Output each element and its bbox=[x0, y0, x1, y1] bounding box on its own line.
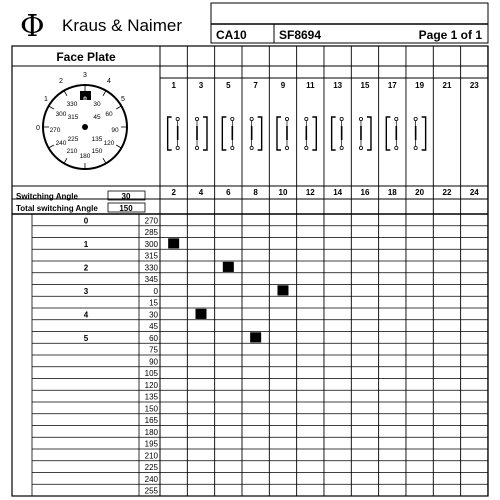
dial-position-number: 0 bbox=[36, 125, 40, 132]
contact-number-top: 19 bbox=[415, 81, 425, 90]
switching-angle-box bbox=[16, 191, 145, 213]
angle-label: 165 bbox=[144, 416, 158, 426]
dial-angle-label: 225 bbox=[67, 136, 79, 143]
angle-label: 240 bbox=[144, 474, 158, 484]
brand-name: Kraus & Naimer bbox=[62, 16, 182, 35]
dial-angle-label: 270 bbox=[49, 127, 61, 134]
angle-label: 135 bbox=[144, 392, 158, 402]
contact-number-top: 13 bbox=[333, 81, 343, 90]
contact-number-top: 15 bbox=[360, 81, 370, 90]
contact-number-top: 17 bbox=[387, 81, 397, 90]
position-label: 5 bbox=[83, 333, 89, 343]
contact-number-bottom: 24 bbox=[469, 188, 479, 197]
contact-number-top: 3 bbox=[198, 81, 204, 90]
dial-position-number: 2 bbox=[59, 78, 63, 85]
contact-number-top: 7 bbox=[253, 81, 258, 90]
closed-contact-mark bbox=[250, 332, 261, 342]
dial-position-number: 3 bbox=[83, 72, 87, 79]
dial-angle-label: 60 bbox=[105, 111, 113, 118]
switching-angle-label: Switching Angle bbox=[16, 192, 78, 201]
contact-symbol bbox=[195, 117, 207, 150]
contact-symbol bbox=[277, 117, 289, 150]
dial-angle-label: 0 bbox=[83, 96, 87, 103]
angle-label: 15 bbox=[149, 298, 158, 308]
position-label: 4 bbox=[83, 310, 89, 320]
closed-contact-mark bbox=[223, 262, 234, 272]
contact-number-bottom: 18 bbox=[387, 188, 397, 197]
closed-contact-marks bbox=[168, 238, 288, 342]
contact-number-bottom: 2 bbox=[171, 188, 176, 197]
dial-angle-label: 120 bbox=[103, 140, 115, 147]
contact-symbol bbox=[222, 117, 234, 150]
contact-number-top: 9 bbox=[280, 81, 286, 90]
contact-symbol bbox=[305, 117, 317, 150]
contact-number-top: 1 bbox=[171, 81, 176, 90]
angle-label: 45 bbox=[149, 322, 158, 332]
position-label: 2 bbox=[83, 263, 89, 273]
dial-position-number: 5 bbox=[121, 96, 125, 103]
dial-angle-label: 210 bbox=[66, 148, 78, 155]
dial-position-number: 4 bbox=[107, 78, 111, 85]
header bbox=[20, 3, 488, 44]
contact-number-bottom: 12 bbox=[305, 188, 315, 197]
dial-angle-label: 315 bbox=[67, 114, 79, 121]
face-plate-dial bbox=[36, 72, 127, 169]
contact-number-bottom: 4 bbox=[198, 188, 204, 197]
contact-number-top: 5 bbox=[226, 81, 231, 90]
angle-label: 75 bbox=[149, 345, 158, 355]
brand-logo-symbol: Φ bbox=[20, 9, 45, 44]
dial-angle-label: 30 bbox=[93, 101, 101, 108]
closed-contact-mark bbox=[168, 238, 179, 248]
dial-center bbox=[82, 124, 88, 130]
page-indicator: Page 1 of 1 bbox=[418, 28, 482, 42]
drawing-number: SF8694 bbox=[279, 28, 322, 42]
dial-angle-label: 180 bbox=[79, 153, 91, 160]
dial-angle-label: 45 bbox=[93, 114, 101, 121]
angle-label: 105 bbox=[144, 369, 158, 379]
dial-angle-label: 300 bbox=[55, 111, 67, 118]
angle-label: 210 bbox=[144, 451, 158, 461]
position-label: 0 bbox=[83, 216, 89, 226]
contact-number-bottom: 8 bbox=[253, 188, 258, 197]
position-label: 1 bbox=[83, 239, 89, 249]
closed-contact-mark bbox=[195, 309, 206, 319]
angle-label: 315 bbox=[144, 251, 158, 261]
angle-label: 90 bbox=[149, 357, 158, 367]
angle-label: 330 bbox=[144, 263, 158, 273]
contact-number-bottom: 14 bbox=[333, 188, 343, 197]
dial-angle-label: 90 bbox=[111, 127, 119, 134]
angle-label: 60 bbox=[149, 333, 158, 343]
contact-number-bottom: 6 bbox=[226, 188, 231, 197]
angle-label: 345 bbox=[144, 275, 158, 285]
contact-symbol bbox=[414, 117, 426, 150]
angle-label: 300 bbox=[144, 239, 158, 249]
dial-position-number: 1 bbox=[44, 96, 48, 103]
contact-symbol bbox=[250, 117, 262, 150]
contact-number-bottom: 20 bbox=[415, 188, 425, 197]
angle-label: 180 bbox=[144, 427, 158, 437]
angle-label: 195 bbox=[144, 439, 158, 449]
closed-contact-mark bbox=[277, 285, 288, 295]
contact-symbol bbox=[168, 117, 180, 150]
contact-number-bottom: 10 bbox=[278, 188, 288, 197]
contact-number-top: 23 bbox=[469, 81, 479, 90]
dial-angle-label: 135 bbox=[91, 136, 103, 143]
dial-angle-label: 150 bbox=[91, 148, 103, 155]
angle-label: 150 bbox=[144, 404, 158, 414]
face-plate-title: Face Plate bbox=[56, 50, 116, 64]
angle-label: 285 bbox=[144, 228, 158, 238]
dial-angle-label: 330 bbox=[66, 101, 78, 108]
dial-angle-label: 240 bbox=[55, 140, 67, 147]
angle-label: 255 bbox=[144, 486, 158, 496]
contact-symbol bbox=[359, 117, 371, 150]
angle-label: 0 bbox=[153, 286, 158, 296]
contact-symbol bbox=[332, 117, 344, 150]
contact-number-bottom: 16 bbox=[360, 188, 370, 197]
angle-grid-rows bbox=[32, 214, 488, 496]
angle-label: 30 bbox=[149, 310, 158, 320]
angle-labels bbox=[145, 216, 159, 495]
position-label: 3 bbox=[83, 286, 89, 296]
model-code: CA10 bbox=[216, 28, 247, 42]
angle-label: 225 bbox=[144, 463, 158, 473]
contact-number-bottom: 22 bbox=[442, 188, 452, 197]
total-switching-angle-label: Total switching Angle bbox=[16, 204, 98, 213]
position-labels bbox=[84, 216, 89, 343]
switching-angle-value: 30 bbox=[121, 192, 131, 201]
angle-label: 120 bbox=[144, 380, 158, 390]
contact-symbol bbox=[386, 117, 398, 150]
total-switching-angle-value: 150 bbox=[119, 204, 133, 213]
angle-label: 270 bbox=[144, 216, 158, 226]
contact-number-top: 21 bbox=[442, 81, 452, 90]
contact-number-top: 11 bbox=[306, 81, 315, 90]
